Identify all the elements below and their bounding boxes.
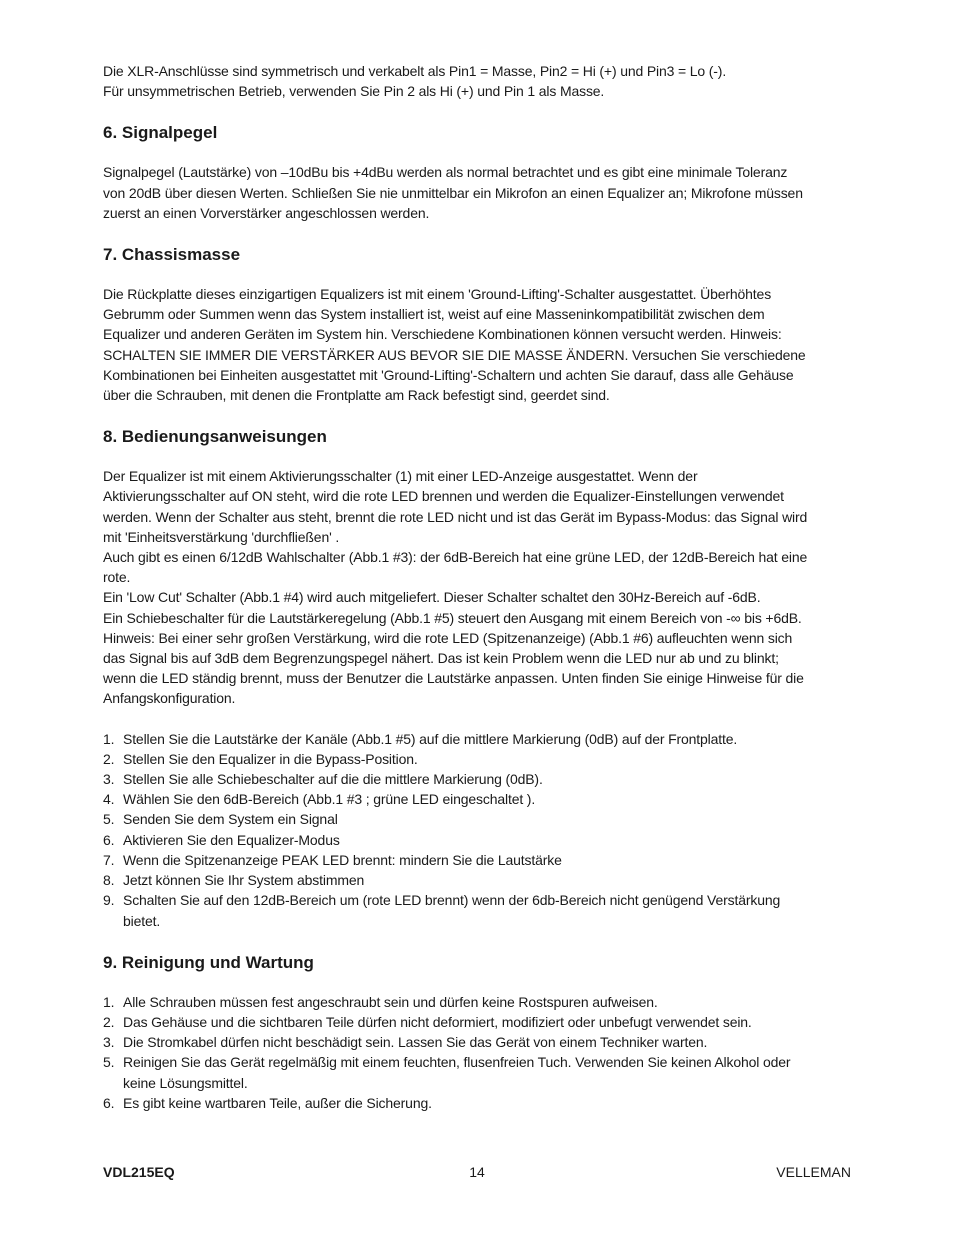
text-line: Der Equalizer ist mit einem Aktivierungsschalter (1) mit einer LED-Anzeige ausgestattet. Wenn der	[103, 468, 698, 485]
section-heading-chassismasse: 7. Chassismasse	[103, 245, 241, 265]
list-item-text: Die Stromkabel dürfen nicht beschädigt sein. Lassen Sie das Gerät von einem Techniker warten.	[123, 1034, 708, 1051]
section-heading-signalpegel: 6. Signalpegel	[103, 123, 218, 143]
text-line: Ein 'Low Cut' Schalter (Abb.1 #4) wird auch mitgeliefert. Dieser Schalter schaltet den 30Hz-Bereich auf -6dB.	[103, 589, 761, 606]
text-line: Gebrumm oder Summen wenn das System installiert ist, weist auf eine Masseninkompatibilität zwischen dem	[103, 306, 765, 323]
text-line: Für unsymmetrischen Betrieb, verwenden Sie Pin 2 als Hi (+) und Pin 1 als Masse.	[103, 83, 605, 100]
list-item-text: Stellen Sie den Equalizer in die Bypass-Position.	[123, 750, 418, 767]
text-line: Ein Schiebeschalter für die Lautstärkeregelung (Abb.1 #5) steuert den Ausgang mit einem Bereich von -∞ bis +6dB.	[103, 609, 802, 626]
list-item-text: Alle Schrauben müssen fest angeschraubt sein und dürfen keine Rostspuren aufweisen.	[123, 993, 658, 1010]
list-item-number: 1.	[103, 993, 115, 1010]
text-line: Anfangskonfiguration.	[103, 690, 236, 707]
list-item	[103, 729, 851, 749]
list-item	[103, 870, 851, 890]
list-item-text: Das Gehäuse und die sichtbaren Teile dürfen nicht deformiert, modifiziert oder unbefugt verwendet sein.	[123, 1013, 752, 1030]
section-chassismasse-body	[103, 284, 851, 405]
list-item-number: 8.	[103, 872, 115, 889]
maintenance-list	[103, 992, 851, 1113]
list-item	[103, 1093, 851, 1113]
footer-page-number: 14	[469, 1164, 485, 1180]
list-item	[103, 809, 851, 829]
list-item-text: Senden Sie dem System ein Signal	[123, 811, 338, 828]
list-item-text: Stellen Sie alle Schiebeschalter auf die die mittlere Markierung (0dB).	[123, 771, 543, 788]
page-footer	[103, 1164, 851, 1182]
text-line: über die Schrauben, mit denen die Frontplatte am Rack befestigt sind, geerdet sind.	[103, 387, 610, 404]
list-item	[103, 830, 851, 850]
text-line: SCHALTEN SIE IMMER DIE VERSTÄRKER AUS BEVOR SIE DIE MASSE ÄNDERN. Versuchen Sie verschiedene	[103, 346, 806, 363]
section-bedienungsanweisungen-body	[103, 466, 851, 708]
list-item-text: keine Lösungsmittel.	[123, 1074, 248, 1091]
list-item-number: 6.	[103, 1094, 115, 1111]
list-item-number: 3.	[103, 1034, 115, 1051]
list-item-text: Aktivieren Sie den Equalizer-Modus	[123, 831, 340, 848]
list-item-text: Jetzt können Sie Ihr System abstimmen	[123, 872, 365, 889]
list-item-number: 5.	[103, 811, 115, 828]
list-item	[103, 749, 851, 769]
text-line: Kombinationen bei Einheiten ausgestattet mit 'Ground-Lifting'-Schaltern und achten Sie darauf, dass alle Gehäuse	[103, 366, 794, 383]
list-item-number: 2.	[103, 750, 115, 767]
list-item-text: Wenn die Spitzenanzeige PEAK LED brennt: mindern Sie die Lautstärke	[123, 851, 562, 868]
list-item-text: Reinigen Sie das Gerät regelmäßig mit einem feuchten, flusenfreien Tuch. Verwenden Sie keinen Alkohol oder	[123, 1054, 791, 1071]
footer-brand: VELLEMAN	[776, 1164, 851, 1180]
list-item-number: 1.	[103, 730, 115, 747]
list-item	[103, 992, 851, 1012]
section-heading-bedienungsanweisungen: 8. Bedienungsanweisungen	[103, 427, 327, 447]
list-item	[103, 1032, 851, 1052]
text-line: Aktivierungsschalter auf ON steht, wird die rote LED brennen und werden die Equalizer-Einstellungen verwendet	[103, 488, 784, 505]
text-line: rote.	[103, 569, 131, 586]
text-line: Hinweis: Bei einer sehr großen Verstärkung, wird die rote LED (Spitzenanzeige) (Abb.1 #6) aufleuchten wenn sich	[103, 629, 793, 646]
text-line: Die Rückplatte dieses einzigartigen Equalizers ist mit einem 'Ground-Lifting'-Schalter ausgestattet. Überhöhtes	[103, 286, 772, 303]
list-item-number: 2.	[103, 1013, 115, 1030]
list-item-number: 5.	[103, 1054, 115, 1071]
list-item-text: Wählen Sie den 6dB-Bereich (Abb.1 #3 ; grüne LED eingeschaltet ).	[123, 791, 536, 808]
list-item-text: Stellen Sie die Lautstärke der Kanäle (Abb.1 #5) auf die mittlere Markierung (0dB) auf der Frontplatte.	[123, 730, 738, 747]
text-line: wenn die LED ständig brennt, muss der Benutzer die Lautstärke anpassen. Unten finden Sie einige Hinweise für die	[103, 670, 804, 687]
list-item-number: 3.	[103, 771, 115, 788]
list-item	[103, 850, 851, 870]
list-item	[103, 769, 851, 789]
list-item-text: Schalten Sie auf den 12dB-Bereich um (rote LED brennt) wenn der 6db-Bereich nicht genügend Verstärkung	[123, 892, 781, 909]
text-line: von 20dB über diesen Werten. Schließen Sie nie unmittelbar ein Mikrofon an einen Equalizer an; Mikrofone müssen	[103, 184, 803, 201]
list-item-text: bietet.	[123, 912, 161, 929]
section-signalpegel-body	[103, 162, 851, 223]
text-line: das Signal bis auf 3dB dem Begrenzungspegel nähert. Das ist kein Problem wenn die LED nur ab und zu blinkt;	[103, 650, 779, 667]
list-item	[103, 789, 851, 809]
text-line: Signalpegel (Lautstärke) von –10dBu bis +4dBu werden als normal betrachtet und es gibt eine minimale Toleranz	[103, 164, 788, 181]
text-line: Equalizer und anderen Geräten im System hin. Verschiedene Kombinationen können versucht werden. Hinweis:	[103, 326, 782, 343]
list-item	[103, 890, 851, 930]
intro-paragraph	[103, 61, 851, 101]
text-line: mit 'Einheitsverstärkung 'durchfließen' .	[103, 528, 340, 545]
list-item-number: 6.	[103, 831, 115, 848]
section-heading-reinigung: 9. Reinigung und Wartung	[103, 952, 314, 972]
document-page	[103, 61, 851, 1113]
text-line: werden. Wenn der Schalter aus steht, brennt die rote LED nicht und ist das Gerät im Bypass-Modus: das Signal wird	[103, 508, 808, 525]
list-item-number: 4.	[103, 791, 115, 808]
list-item-number: 9.	[103, 892, 115, 909]
setup-steps-list	[103, 729, 851, 931]
text-line: Die XLR-Anschlüsse sind symmetrisch und verkabelt als Pin1 = Masse, Pin2 = Hi (+) und Pin3 = Lo (-).	[103, 63, 727, 79]
list-item	[103, 1012, 851, 1032]
list-item-number: 7.	[103, 851, 115, 868]
text-line: Auch gibt es einen 6/12dB Wahlschalter (Abb.1 #3): der 6dB-Bereich hat eine grüne LED, der 12dB-Bereich hat eine	[103, 549, 808, 566]
list-item-text: Es gibt keine wartbaren Teile, außer die Sicherung.	[123, 1094, 432, 1111]
list-item	[103, 1052, 851, 1092]
footer-model: VDL215EQ	[103, 1164, 175, 1180]
text-line: zuerst an einen Vorverstärker angeschlossen werden.	[103, 204, 430, 221]
